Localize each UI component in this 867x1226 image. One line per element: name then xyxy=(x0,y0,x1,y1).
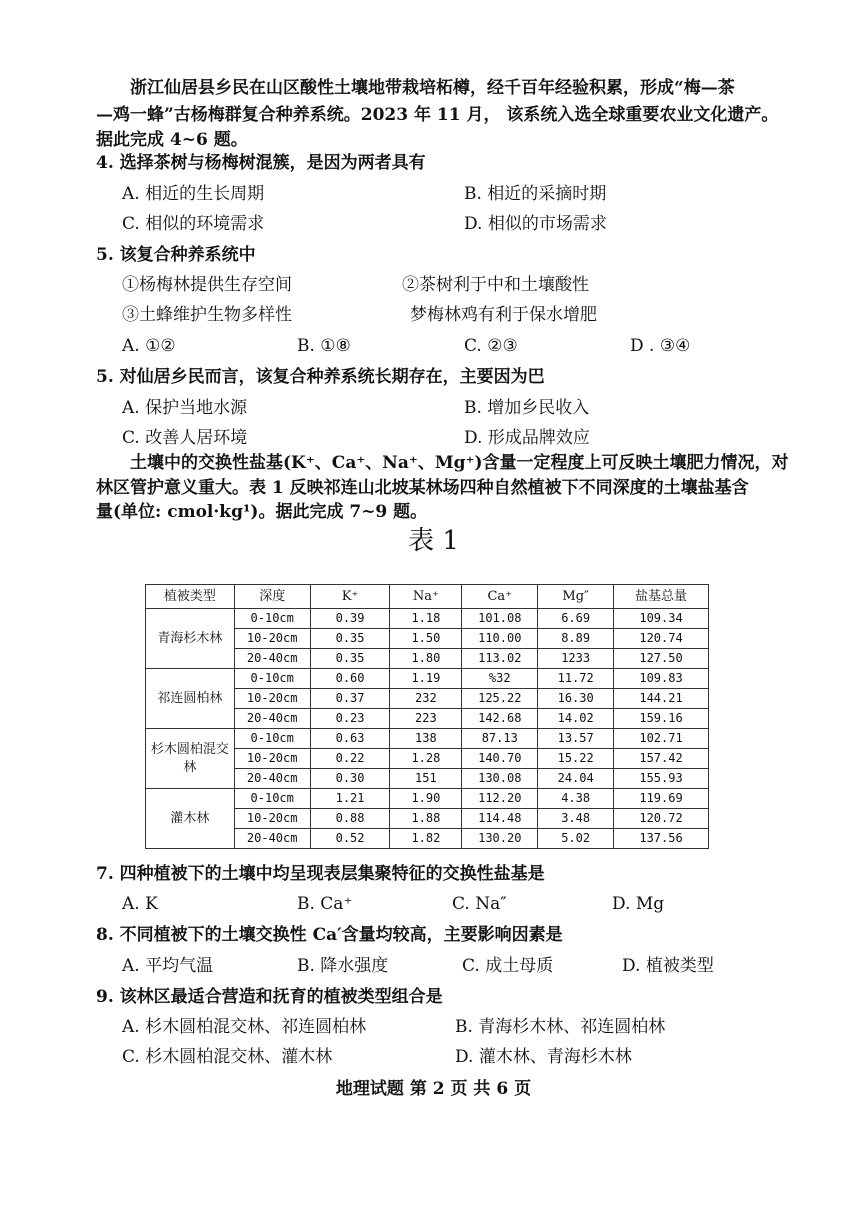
table-row xyxy=(146,729,709,749)
table-cell: 0.37 xyxy=(310,689,390,709)
q5-item-2: ②茶树利于中和土壤酸性 xyxy=(402,275,589,295)
table-cell: 1.18 xyxy=(390,609,462,629)
table-cell: 232 xyxy=(390,689,462,709)
table-cell: 155.93 xyxy=(614,769,709,789)
vegetation-cell: 青海杉木林 xyxy=(146,609,235,669)
table-cell: 223 xyxy=(390,709,462,729)
table-cell: 20-40cm xyxy=(234,769,310,789)
table-cell: 5.02 xyxy=(538,829,614,849)
table-cell: 8.89 xyxy=(538,629,614,649)
question-9-stem: 9. 该林区最适合营造和抚育的植被类型组合是 xyxy=(96,987,443,1007)
table-cell: 114.48 xyxy=(462,809,538,829)
q8-option-a[interactable]: A. 平均气温 xyxy=(122,956,214,976)
table-cell: 0.52 xyxy=(310,829,390,849)
table-cell: 24.04 xyxy=(538,769,614,789)
intro2-line-1: 土壤中的交换性盐基(K⁺、Ca⁺、Na⁺、Mg⁺)含量一定程度上可反映土壤肥力情况，对 xyxy=(130,453,789,473)
q7-option-b[interactable]: B. Ca⁺ xyxy=(297,894,353,914)
table-cell: 130.20 xyxy=(462,829,538,849)
table-cell: 1.50 xyxy=(390,629,462,649)
q4-option-d[interactable]: D. 相似的市场需求 xyxy=(464,214,607,234)
q5-item-1: ①杨梅林提供生存空间 xyxy=(122,275,292,295)
q7-option-c[interactable]: C. Na″ xyxy=(452,894,507,914)
table-cell: 0.88 xyxy=(310,809,390,829)
q5-item-4: 梦梅林鸡有利于保水增肥 xyxy=(410,305,597,325)
table-cell: 109.34 xyxy=(614,609,709,629)
table-cell: 159.16 xyxy=(614,709,709,729)
table-cell: 144.21 xyxy=(614,689,709,709)
table-row xyxy=(146,669,709,689)
q5-option-d[interactable]: D . ③④ xyxy=(630,336,691,356)
q4-option-b[interactable]: B. 相近的采摘时期 xyxy=(464,184,607,204)
table-cell: 1.88 xyxy=(390,809,462,829)
table-cell: 11.72 xyxy=(538,669,614,689)
header-k: K⁺ xyxy=(310,585,390,609)
intro-line-3: 据此完成 4~6 题。 xyxy=(96,130,248,150)
table-cell: 10-20cm xyxy=(234,689,310,709)
table-cell: 137.56 xyxy=(614,829,709,849)
table-cell: 113.02 xyxy=(462,649,538,669)
table-cell: 0.60 xyxy=(310,669,390,689)
header-mg: Mg″ xyxy=(538,585,614,609)
intro-line-2: —鸡一蜂”古杨梅群复合种养系统。2023 年 11 月， 该系统入选全球重要农业文化遗产。 xyxy=(96,105,779,125)
q8-option-d[interactable]: D. 植被类型 xyxy=(622,956,714,976)
table-row xyxy=(146,609,709,629)
table-cell: 0-10cm xyxy=(234,789,310,809)
q8-option-b[interactable]: B. 降水强度 xyxy=(297,956,389,976)
q7-option-a[interactable]: A. K xyxy=(122,894,158,914)
table-cell: 140.70 xyxy=(462,749,538,769)
q5-option-b[interactable]: B. ①⑧ xyxy=(297,336,351,356)
soil-base-table xyxy=(145,584,709,849)
table-cell: 1.21 xyxy=(310,789,390,809)
header-depth: 深度 xyxy=(234,585,310,609)
q7-option-d[interactable]: D. Mg xyxy=(612,894,665,914)
table-title: 表 1 xyxy=(408,526,459,556)
intro2-line-2: 林区管护意义重大。表 1 反映祁连山北坡某林场四种自然植被下不同深度的土壤盐基含 xyxy=(96,478,749,498)
table-cell: 6.69 xyxy=(538,609,614,629)
q9-option-b[interactable]: B. 青海杉木林、祁连圆柏林 xyxy=(455,1017,666,1037)
table-cell: 127.50 xyxy=(614,649,709,669)
q9-option-d[interactable]: D. 灌木林、青海杉木林 xyxy=(455,1047,632,1067)
q5-item-3: ③土蜂维护生物多样性 xyxy=(122,305,292,325)
header-ca: Ca⁺ xyxy=(462,585,538,609)
table-cell: 110.00 xyxy=(462,629,538,649)
q4-option-c[interactable]: C. 相似的环境需求 xyxy=(122,214,265,234)
q6-option-a[interactable]: A. 保护当地水源 xyxy=(122,398,248,418)
table-cell: 20-40cm xyxy=(234,649,310,669)
table-row xyxy=(146,789,709,809)
q6-option-b[interactable]: B. 增加乡民收入 xyxy=(464,398,590,418)
table-cell: 0.39 xyxy=(310,609,390,629)
table-cell: 0-10cm xyxy=(234,669,310,689)
header-vegetation: 植被类型 xyxy=(146,585,235,609)
page-footer: 地理试题 第 2 页 共 6 页 xyxy=(335,1079,532,1099)
table-header-row xyxy=(146,585,709,609)
table-cell: 0.23 xyxy=(310,709,390,729)
table-cell: 109.83 xyxy=(614,669,709,689)
header-total: 盐基总量 xyxy=(614,585,709,609)
table-cell: 0-10cm xyxy=(234,609,310,629)
table-cell: 0.63 xyxy=(310,729,390,749)
table-cell: 1.28 xyxy=(390,749,462,769)
table-cell: 4.38 xyxy=(538,789,614,809)
table-cell: 151 xyxy=(390,769,462,789)
table-cell: 102.71 xyxy=(614,729,709,749)
question-5-stem: 5. 该复合种养系统中 xyxy=(96,245,256,265)
vegetation-cell: 灌木林 xyxy=(146,789,235,849)
table-cell: 0-10cm xyxy=(234,729,310,749)
table-cell: 10-20cm xyxy=(234,629,310,649)
table-cell: 20-40cm xyxy=(234,829,310,849)
question-4-stem: 4. 选择茶树与杨梅树混簇，是因为两者具有 xyxy=(96,153,426,173)
intro-line-1: 浙江仙居县乡民在山区酸性土壤地带栽培柘樽，经千百年经验积累，形成“梅—茶 xyxy=(130,78,735,98)
table-cell: 125.22 xyxy=(462,689,538,709)
table-cell: 138 xyxy=(390,729,462,749)
table-cell: 120.72 xyxy=(614,809,709,829)
vegetation-cell: 杉木圆柏混交林 xyxy=(146,729,235,789)
table-cell: 10-20cm xyxy=(234,809,310,829)
table-cell: 13.57 xyxy=(538,729,614,749)
table-cell: 142.68 xyxy=(462,709,538,729)
question-6-stem: 5. 对仙居乡民而言，该复合种养系统长期存在，主要因为巴 xyxy=(96,367,545,387)
table-cell: 119.69 xyxy=(614,789,709,809)
table-cell: 1233 xyxy=(538,649,614,669)
table-cell: 0.22 xyxy=(310,749,390,769)
q5-option-a[interactable]: A. ①② xyxy=(122,336,176,356)
table-cell: 1.80 xyxy=(390,649,462,669)
table-cell: 101.08 xyxy=(462,609,538,629)
question-7-stem: 7. 四种植被下的土壤中均呈现表层集聚特征的交换性盐基是 xyxy=(96,864,545,884)
table-cell: 3.48 xyxy=(538,809,614,829)
vegetation-cell: 祁连圆柏林 xyxy=(146,669,235,729)
q6-option-d[interactable]: D. 形成品牌效应 xyxy=(464,428,590,448)
q9-option-a[interactable]: A. 杉木圆柏混交林、祁连圆柏林 xyxy=(122,1017,367,1037)
q9-option-c[interactable]: C. 杉木圆柏混交林、灌木林 xyxy=(122,1047,333,1067)
intro2-line-3: 量(单位: cmol·kg¹)。据此完成 7~9 题。 xyxy=(96,502,428,522)
table-cell: %32 xyxy=(462,669,538,689)
table-cell: 0.30 xyxy=(310,769,390,789)
q8-option-c[interactable]: C. 成土母质 xyxy=(462,956,554,976)
table-cell: 112.20 xyxy=(462,789,538,809)
table-cell: 157.42 xyxy=(614,749,709,769)
header-na: Na⁺ xyxy=(390,585,462,609)
table-cell: 10-20cm xyxy=(234,749,310,769)
table-cell: 0.35 xyxy=(310,629,390,649)
table-cell: 0.35 xyxy=(310,649,390,669)
table-cell: 15.22 xyxy=(538,749,614,769)
table-cell: 120.74 xyxy=(614,629,709,649)
q5-option-c[interactable]: C. ②③ xyxy=(464,336,518,356)
question-8-stem: 8. 不同植被下的土壤交换性 Ca′含量均较高，主要影响因素是 xyxy=(96,925,563,945)
table-cell: 130.08 xyxy=(462,769,538,789)
table-cell: 1.90 xyxy=(390,789,462,809)
q4-option-a[interactable]: A. 相近的生长周期 xyxy=(122,184,265,204)
table-cell: 87.13 xyxy=(462,729,538,749)
table-cell: 1.82 xyxy=(390,829,462,849)
table-cell: 20-40cm xyxy=(234,709,310,729)
table-cell: 16.30 xyxy=(538,689,614,709)
table-cell: 1.19 xyxy=(390,669,462,689)
table-cell: 14.02 xyxy=(538,709,614,729)
q6-option-c[interactable]: C. 改善人居环境 xyxy=(122,428,248,448)
